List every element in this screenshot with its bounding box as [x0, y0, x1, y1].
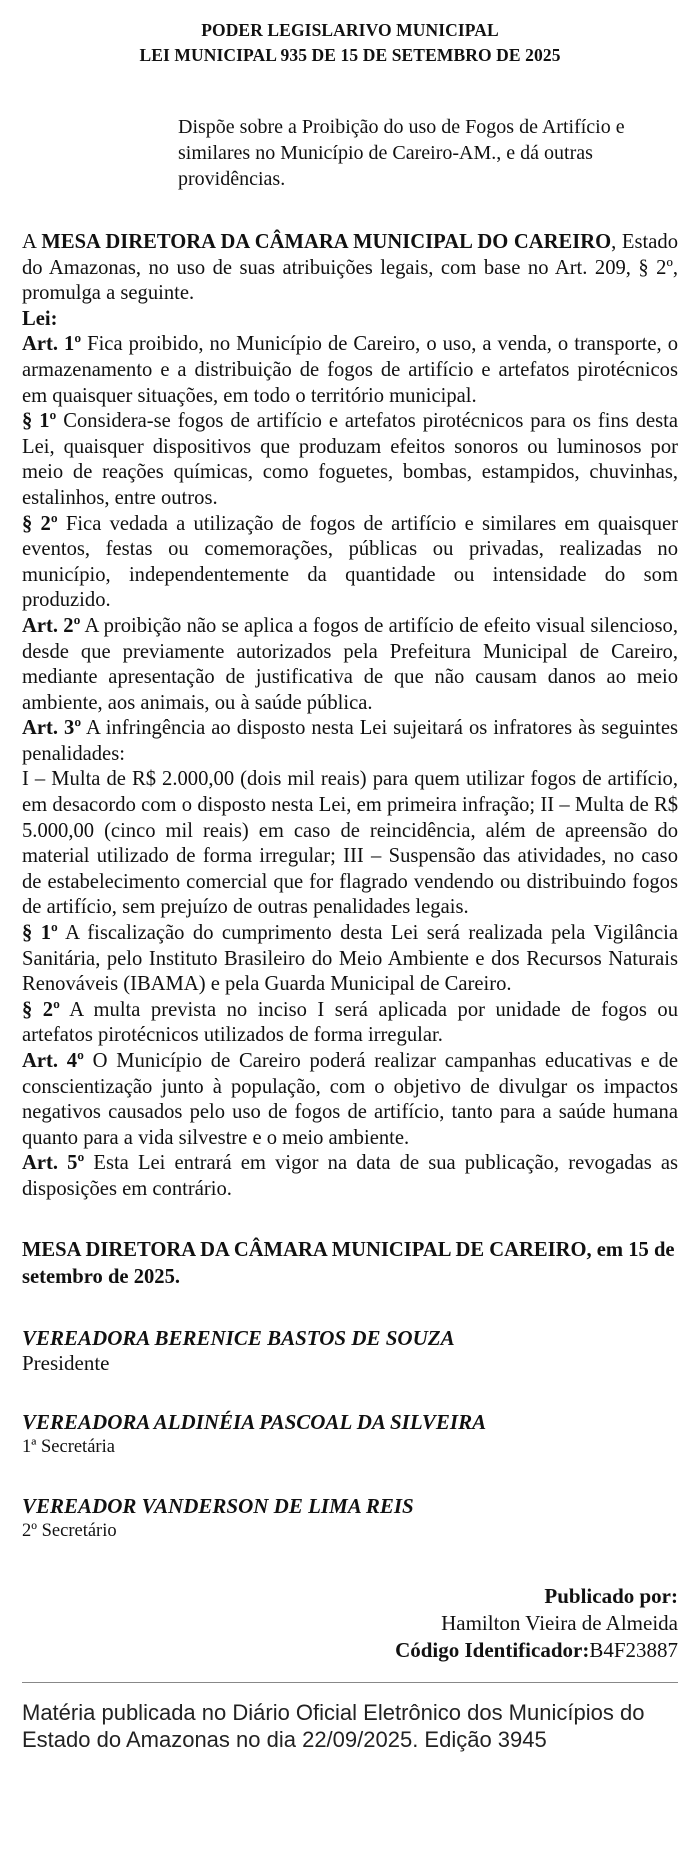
header-title: PODER LEGISLARIVO MUNICIPAL [201, 20, 499, 40]
closing-statement: MESA DIRETORA DA CÂMARA MUNICIPAL DE CAREIRO, em 15 de setembro de 2025. [22, 1238, 675, 1288]
article-label: Art. 2º [22, 614, 81, 637]
signature-name: VEREADOR VANDERSON DE LIMA REIS [22, 1493, 414, 1518]
signature-role: 2º Secretário [22, 1520, 117, 1541]
article-paragraph [22, 1049, 678, 1151]
article-label: Art. 3º [22, 717, 82, 740]
article-label: Art. 5º [22, 1152, 85, 1175]
article-text: A infringência ao disposto nesta Lei sujeitará os infratores às seguintes penalidades: [22, 717, 679, 765]
ementa: Dispõe sobre a Proibição do uso de Fogos de Artifício e similares no Município de Careiro-AM., e dá outras providências. [178, 116, 625, 190]
article-paragraph [22, 921, 678, 998]
article-paragraph [22, 998, 678, 1049]
article-paragraph [22, 614, 678, 716]
signature-2 [22, 1409, 678, 1459]
article-text: A fiscalização do cumprimento desta Lei será realizada pela Vigilância Sanitária, pelo Instituto Brasileiro do Meio Ambiente e dos Recursos Naturais Renováveis (IBAMA) e pela Guarda Municipal de Careiro. [22, 922, 678, 996]
article-text: A multa prevista no inciso I será aplicada por unidade de fogos ou artefatos pirotécnicos utilizados de forma irregular. [22, 998, 678, 1047]
article-text: Esta Lei entrará em vigor na data de sua publicação, revogadas as disposições em contrário. [22, 1152, 678, 1200]
publisher-name: Hamilton Vieira de Almeida [441, 1610, 678, 1635]
signature-3 [22, 1493, 678, 1543]
signature-role: 1ª Secretária [22, 1436, 115, 1457]
article-label: § 1º [22, 410, 57, 433]
identifier-code: Código Identificador:B4F23887 [395, 1637, 678, 1662]
article-text: O Município de Careiro poderá realizar campanhas educativas e de conscientização junto à população, com o objetivo de divulgar os impactos negativos causados pelo uso de fogos de artifício, tanto para a saúde humana quanto para a vida silvestre e o meio ambiente. [22, 1050, 678, 1149]
article-paragraph [22, 1151, 678, 1202]
article-paragraph [22, 716, 678, 767]
law-articles [22, 332, 678, 1202]
preamble: A MESA DIRETORA DA CÂMARA MUNICIPAL DO CAREIRO, Estado do Amazonas, no uso de suas atribuições legais, com base no Art. 209, § 2º, promulga a seguinte. [22, 231, 678, 305]
signature-name: VEREADORA ALDINÉIA PASCOAL DA SILVEIRA [22, 1409, 487, 1434]
published-by-label: Publicado por: [544, 1583, 678, 1608]
preamble-authority: MESA DIRETORA DA CÂMARA MUNICIPAL DO CAREIRO [41, 231, 612, 253]
article-label: § 2º [22, 998, 60, 1021]
article-paragraph [22, 409, 678, 511]
lei-label: Lei: [22, 307, 58, 330]
article-label: § 2º [22, 512, 58, 535]
footer-divider [22, 1682, 678, 1683]
document-header [22, 18, 678, 68]
article-paragraph [22, 332, 678, 409]
signature-1 [22, 1325, 678, 1375]
publication-block [22, 1583, 678, 1664]
article-paragraph [22, 512, 678, 614]
article-label: § 1º [22, 922, 58, 945]
signature-name: VEREADORA BERENICE BASTOS DE SOUZA [22, 1325, 455, 1350]
article-text: Fica proibido, no Município de Careiro, o uso, a venda, o transporte, o armazenamento e a distribuição de fogos de artifício e artefatos pirotécnicos em quaisquer situações, em todo o território municipal. [22, 333, 678, 407]
law-body [22, 230, 678, 1203]
article-paragraph [22, 767, 678, 921]
article-text: I – Multa de R$ 2.000,00 (dois mil reais) para quem utilizar fogos de artifício, em desacordo com o disposto nesta Lei, em primeira infração; II – Multa de R$ 5.000,00 (cinco mil reais) em caso de reincidência, além de apreensão do material utilizado de forma irregular; III – Suspensão das atividades, no caso de estabelecimento comercial que for flagrado vendendo ou distribuindo fogos de artifício, sem prejuízo de outras penalidades legais. [22, 768, 678, 919]
article-text: Fica vedada a utilização de fogos de artifício e similares em quaisquer eventos, festas ou comemorações, públicas ou privadas, realizadas no município, independentemente da quantidade ou intensidade do som produzido. [22, 512, 678, 612]
article-text: A proibição não se aplica a fogos de artifício de efeito visual silencioso, desde que previamente autorizados pela Prefeitura Municipal de Careiro, mediante apresentação de justificativa de que não causam danos ao meio ambiente, aos animais, ou à saúde pública. [22, 614, 678, 714]
article-text: Considera-se fogos de artifício e artefatos pirotécnicos para os fins desta Lei, quaisquer dispositivos que produzam efeitos sonoros ou luminosos por meio de reações químicas, como foguetes, bombas, estampidos, chuvinhas, estalinhos, entre outros. [22, 410, 679, 509]
publication-footer: Matéria publicada no Diário Oficial Eletrônico dos Municípios do Estado do Amazonas no dia 22/09/2025. Edição 3945 [22, 1699, 645, 1752]
article-label: Art. 1º [22, 333, 82, 356]
signature-role: Presidente [22, 1350, 110, 1375]
header-law-number: LEI MUNICIPAL 935 DE 15 DE SETEMBRO DE 2025 [139, 45, 561, 65]
article-label: Art. 4º [22, 1050, 84, 1072]
